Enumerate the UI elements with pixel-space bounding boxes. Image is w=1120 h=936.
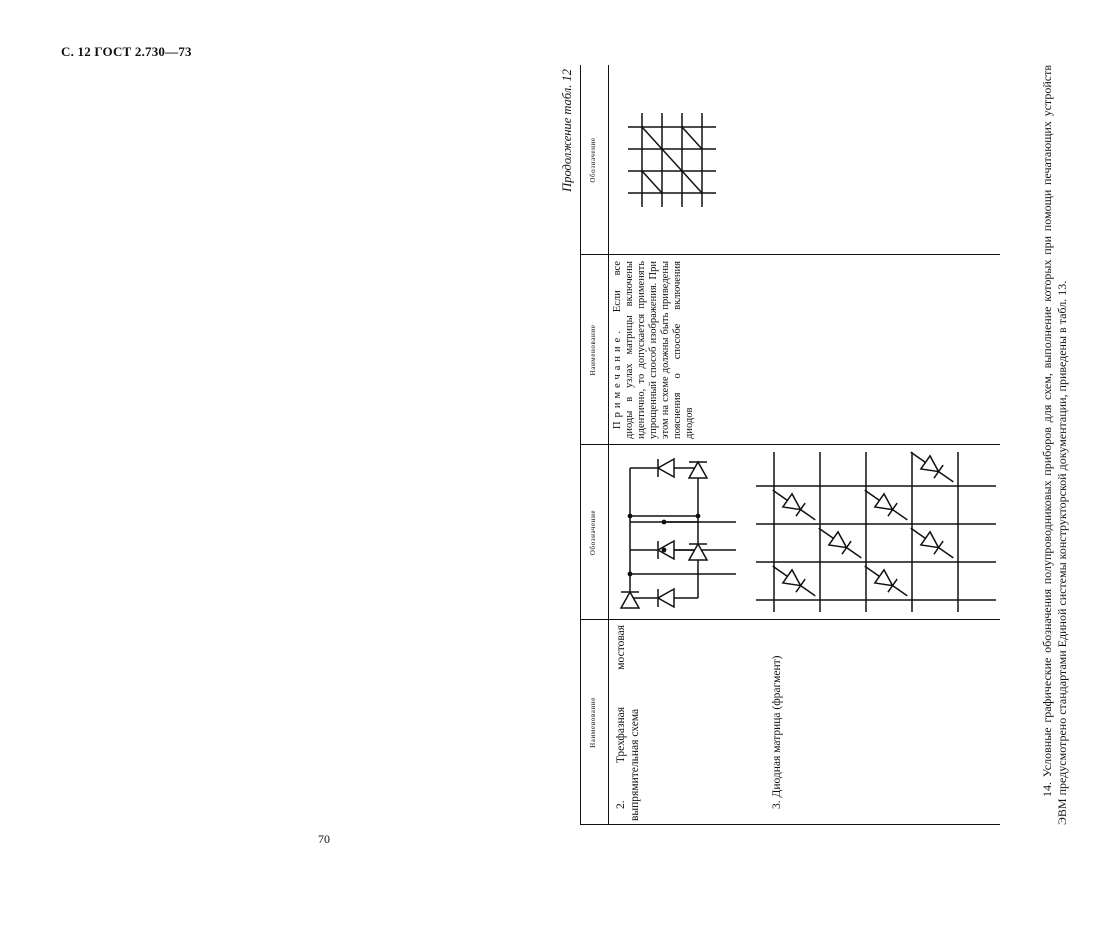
three-phase-bridge-rectifier-symbol <box>608 445 748 620</box>
column-header-name-1: Наименование <box>589 697 597 748</box>
note-word: Примечание. <box>612 327 623 429</box>
simplified-matrix-symbol <box>608 65 748 255</box>
column-header-name-2: Наименование <box>589 324 597 376</box>
column-header-designation-2: Обозначение <box>589 137 597 183</box>
row-3-name: 3. Диодная матрица (фрагмент) <box>771 655 783 809</box>
table-continuation-label: Продолжение табл. 12 <box>560 69 574 192</box>
designation-table <box>580 65 1000 825</box>
column-header-designation-1: Обозначение <box>589 509 597 556</box>
table-left-border <box>580 824 1000 825</box>
rotated-page-content <box>560 65 1120 825</box>
row-2-name: 2. Трехфазная мостовая выпрямительная схема <box>615 625 641 821</box>
diode-matrix-symbol <box>748 445 998 620</box>
page-header: С. 12 ГОСТ 2.730—73 <box>61 44 192 59</box>
paragraph-14: 14. Условные графические обозначения полупроводниковых приборов для схем, выполнение которых при помощи печатающих устройств ЭВМ предусмотрено стандартами Единой системы конструкторской документации, приведены в табл. 13. <box>1040 65 1069 825</box>
page-number: 70 <box>318 832 330 846</box>
table-note <box>612 261 696 439</box>
note-text: Если все диоды в узлах матрицы включены идентично, то допускается применять упрощенный способ изображения. При этом на схеме должны быть приведены пояснения о способе включения диодов <box>612 261 695 439</box>
